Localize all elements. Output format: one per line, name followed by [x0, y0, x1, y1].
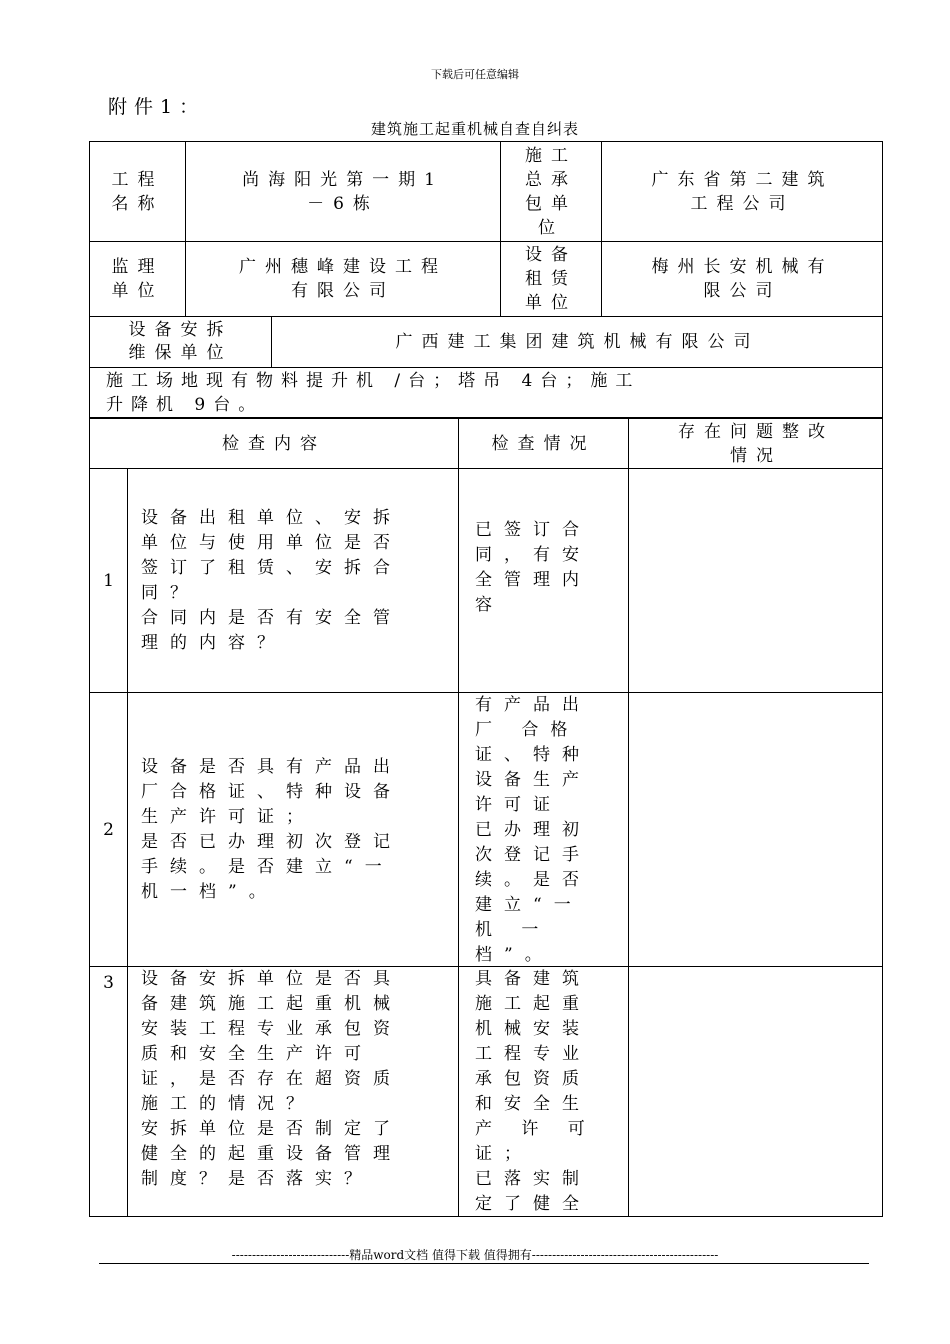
- inspection-col-divider: [458, 418, 459, 1217]
- project-name-value: 尚海阳光第一期1 －6栋: [242, 169, 444, 214]
- check-status: 已签订合 同，有安 全管理内 容: [475, 520, 591, 615]
- equipment-lessor-value: 梅州长安机械有 限公司: [651, 257, 834, 301]
- header-note: 下载后可任意编辑: [431, 68, 519, 81]
- rectification-status: [629, 967, 883, 1216]
- document-title: 建筑施工起重机械自查自纠表: [370, 120, 579, 138]
- check-content: 设备出租单位、安拆 单位与使用单位是否 签订了租赁、安拆合 同？ 合同内是否有安全管 理的内容？: [141, 507, 402, 653]
- check-status: 具备建筑 施工起重 机械安装 工程专业 承包资质 和安全生 产 许 可 证； 已落实制 定了健全: [475, 969, 597, 1214]
- rectification-status: [629, 693, 883, 966]
- header-check-content: 检查内容: [222, 433, 326, 454]
- check-status: 有产品出 厂 合格 证、特种 设备生产 许可证 已办理初 次登记手 续。是否 建立“一 机 一 档”。: [475, 695, 591, 965]
- project-name-label: 工程 名称: [111, 169, 164, 214]
- row-number: 2: [103, 819, 114, 840]
- general-contractor-value: 广东省第二建筑 工程公司: [651, 169, 834, 214]
- check-content: 设备是否具有产品出 厂合格证、特种设备 生产许可证； 是否已办理初次登记 手续。是否建立“一 机一档”。: [141, 756, 402, 902]
- general-contractor-label: 施工 总承 包单 位: [525, 145, 577, 238]
- site-equipment-summary: 施工场地现有物料提升机 /台；塔吊 4台；施工 升降机 9台。: [106, 370, 641, 415]
- supervisor-label: 监理 单位: [111, 257, 164, 301]
- rectification-status: [629, 469, 883, 692]
- inspection-col-divider: [127, 468, 128, 1217]
- row-number: 3: [103, 973, 114, 993]
- header-check-status: 检查情况: [491, 433, 596, 454]
- page-footer: -----------------------------精品word文档 值得下载 值得拥有----------------------------------------------: [231, 1248, 719, 1262]
- footer-rule: [99, 1263, 869, 1264]
- attachment-label: 附件1：: [108, 96, 206, 118]
- maintenance-unit-value: 广西建工集团建筑机械有限公司: [395, 332, 760, 352]
- supervisor-value: 广州穗峰建设工程 有限公司: [239, 257, 447, 301]
- equipment-lessor-label: 设备 租赁 单位: [525, 245, 577, 313]
- maintenance-unit-label: 设备安拆 维保单位: [128, 320, 233, 363]
- header-rectification: 存在问题整改 情况: [678, 421, 834, 466]
- row-number: 1: [103, 570, 114, 591]
- check-content: 设备安拆单位是否具 备建筑施工起重机械 安装工程专业承包资 质和安全生产许可 证，是否存在超资质 施工的情况？ 安拆单位是否制定了 健全的起重设备管理 制度？是否落实？: [141, 969, 402, 1189]
